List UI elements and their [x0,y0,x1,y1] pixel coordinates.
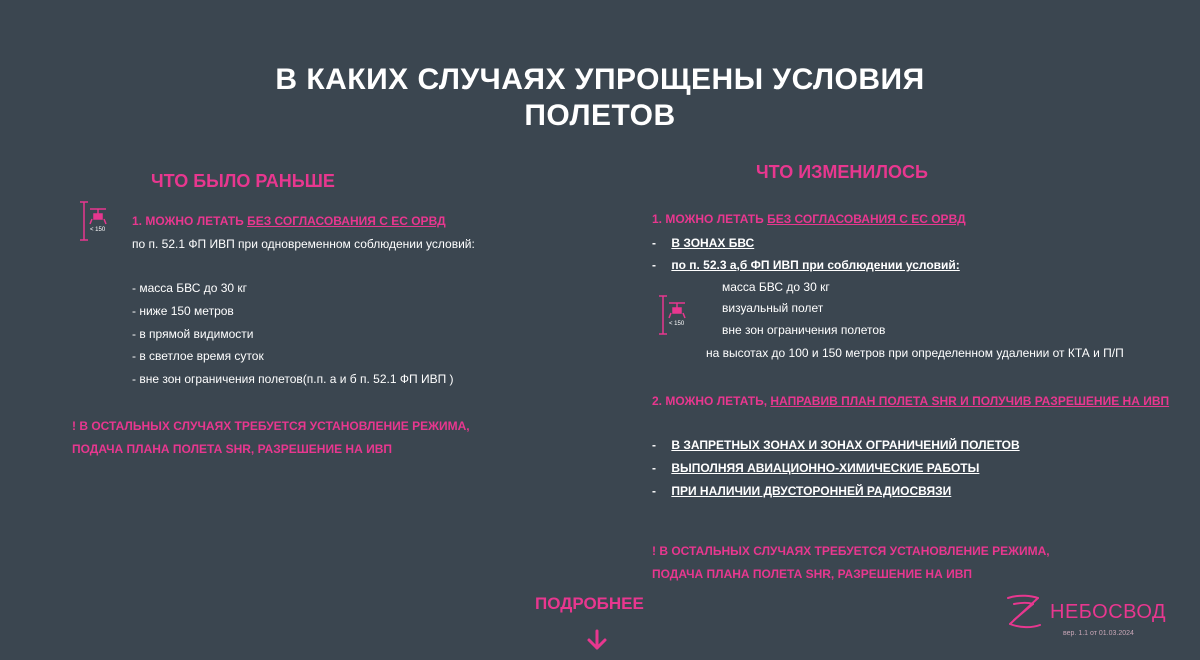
drone-height-icon [78,200,122,244]
right-subcondition-3: вне зон ограничения полетов [722,323,886,337]
bullet-dash: - [652,236,656,250]
right-item2-bullet-1-text: В ЗАПРЕТНЫХ ЗОНАХ И ЗОНАХ ОГРАНИЧЕНИЙ ПОЛЕТОВ [671,438,1020,452]
left-item1-prefix: 1. МОЖНО ЛЕТАТЬ [132,214,248,228]
right-item2-link: НАПРАВИВ ПЛАН ПОЛЕТА SHR И ПОЛУЧИВ РАЗРЕШЕНИЕ НА ИВП [770,394,1170,408]
right-item1-link: БЕЗ СОГЛАСОВАНИЯ С ЕС ОРВД [767,212,966,226]
left-condition-4: - в светлое время суток [132,349,264,363]
version-label: вер. 1.1 от 01.03.2024 [1063,630,1134,637]
left-condition-2: - ниже 150 метров [132,304,234,318]
drone-icon-label: < 150 [669,321,685,327]
right-item2-bullet-3-text: ПРИ НАЛИЧИИ ДВУСТОРОННЕЙ РАДИОСВЯЗИ [671,484,952,498]
drone-height-icon [657,294,701,338]
drone-icon-label: < 150 [90,227,106,233]
left-condition-5: - вне зон ограничения полетов(п.п. а и б п. 52.1 ФП ИВП ) [132,372,454,386]
nebosvod-logo-icon [1002,592,1044,632]
left-item1-link: БЕЗ СОГЛАСОВАНИЯ С ЕС ОРВД [247,214,446,228]
right-item2-prefix: 2. МОЖНО ЛЕТАТЬ, [652,394,771,408]
bullet-dash: - [652,438,656,452]
bullet-dash: - [652,484,656,498]
right-item2 [652,393,1169,409]
right-item2-bullet-2 [652,460,979,476]
right-item2-bullet-2-text: ВЫПОЛНЯЯ АВИАЦИОННО-ХИМИЧЕСКИЕ РАБОТЫ [671,461,980,475]
page-title-line2: ПОЛЕТОВ [524,99,676,132]
right-bullet-1-text: В ЗОНАХ БВС [671,236,755,250]
left-note-line2: ПОДАЧА ПЛАНА ПОЛЕТА SHR, РАЗРЕШЕНИЕ НА ИВП [72,442,392,456]
logo-text: НЕБОСВОД [1050,601,1167,623]
bullet-dash: - [652,258,656,272]
left-note-line1: ! В ОСТАЛЬНЫХ СЛУЧАЯХ ТРЕБУЕТСЯ УСТАНОВЛЕНИЕ РЕЖИМА, [72,419,470,433]
arrow-down-icon[interactable] [585,628,609,652]
right-bullet-1 [652,235,754,251]
left-item1-sub: по п. 52.1 ФП ИВП при одновременном соблюдении условий: [132,237,475,251]
left-heading: ЧТО БЫЛО РАНЬШЕ [151,171,335,191]
left-condition-3: - в прямой видимости [132,327,254,341]
page-title [0,62,1200,134]
right-heights-line: на высотах до 100 и 150 метров при определенном удалении от КТА и П/П [706,346,1124,360]
right-note-line1: ! В ОСТАЛЬНЫХ СЛУЧАЯХ ТРЕБУЕТСЯ УСТАНОВЛЕНИЕ РЕЖИМА, [652,544,1050,558]
right-item2-bullet-1 [652,437,1020,453]
left-condition-1: - масса БВС до 30 кг [132,281,248,295]
right-bullet-2 [652,257,960,273]
bullet-dash: - [652,461,656,475]
right-heading: ЧТО ИЗМЕНИЛОСЬ [756,162,928,182]
page-title-line1: В КАКИХ СЛУЧАЯХ УПРОЩЕНЫ УСЛОВИЯ [275,63,925,96]
right-item2-bullet-3 [652,483,951,499]
right-note-line2: ПОДАЧА ПЛАНА ПОЛЕТА SHR, РАЗРЕШЕНИЕ НА ИВП [652,567,972,581]
right-subcondition-1: масса БВС до 30 кг [722,280,830,294]
right-subcondition-2: визуальный полет [722,301,824,315]
right-bullet-2-text: по п. 52.3 а,б ФП ИВП при соблюдении условий: [671,258,960,272]
right-item1 [652,211,966,227]
more-link[interactable]: ПОДРОБНЕЕ [535,594,644,613]
left-item1 [132,213,446,229]
right-item1-prefix: 1. МОЖНО ЛЕТАТЬ [652,212,768,226]
